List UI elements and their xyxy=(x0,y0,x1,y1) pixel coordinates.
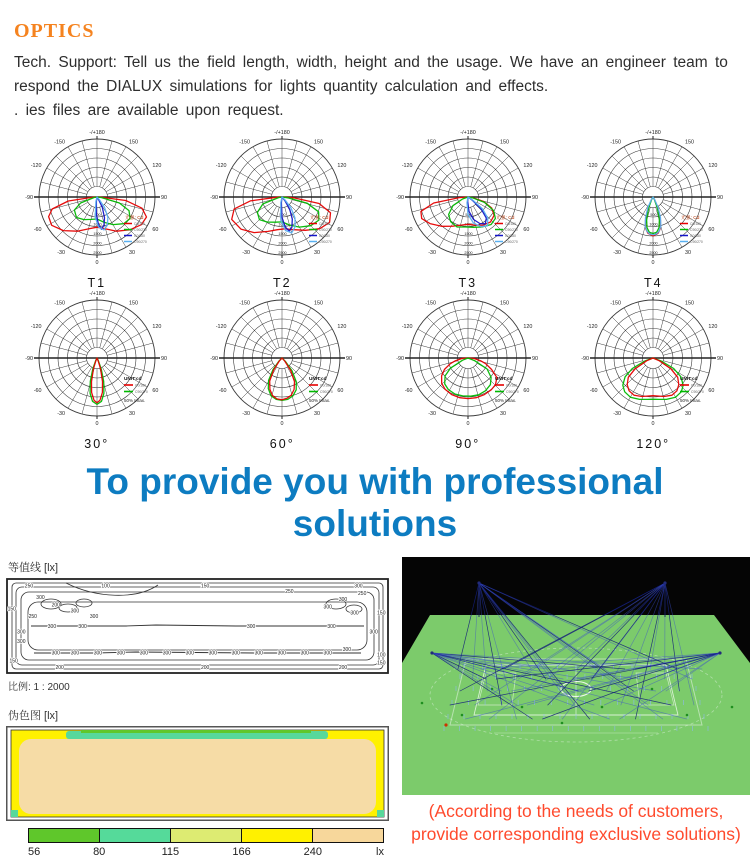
colorbar-label-56: 56 xyxy=(28,846,40,858)
svg-text:-150: -150 xyxy=(54,300,65,306)
svg-text:C0/180: C0/180 xyxy=(320,383,331,387)
colorbar-segment xyxy=(171,829,242,842)
polar-chart-60 xyxy=(190,290,376,451)
svg-text:-/+180: -/+180 xyxy=(646,130,661,136)
svg-text:-150: -150 xyxy=(54,139,65,145)
svg-text:60: 60 xyxy=(523,388,529,394)
svg-text:-30: -30 xyxy=(57,411,65,417)
svg-text:C90/270: C90/270 xyxy=(691,390,704,394)
svg-text:0: 0 xyxy=(652,260,655,266)
colorbar-label-lx: lx xyxy=(376,846,384,858)
polar-chart-t1-canvas xyxy=(4,129,190,279)
colorbar-label-166: 166 xyxy=(232,846,250,858)
colorbar-segment xyxy=(29,829,100,842)
colorbar-label-115: 115 xyxy=(162,846,180,858)
svg-text:120: 120 xyxy=(152,324,161,330)
svg-text:60: 60 xyxy=(523,227,529,233)
svg-text:-150: -150 xyxy=(610,300,621,306)
svg-text:-120: -120 xyxy=(31,163,42,169)
svg-text:2000: 2000 xyxy=(279,242,287,246)
colorbar-label-80: 80 xyxy=(93,846,105,858)
svg-text:300: 300 xyxy=(354,583,363,589)
chart-row-2 xyxy=(0,290,750,451)
colorbar-segments xyxy=(28,828,384,843)
svg-text:2500: 2500 xyxy=(650,251,658,255)
svg-text:300: 300 xyxy=(17,630,26,636)
falsecolor-title: 伪色图 [lx] xyxy=(8,707,396,723)
svg-text:60: 60 xyxy=(709,388,715,394)
colorbar-segment xyxy=(313,829,383,842)
svg-text:200: 200 xyxy=(201,665,210,671)
svg-text:100: 100 xyxy=(101,583,110,589)
svg-text:120: 120 xyxy=(338,163,347,169)
polar-chart-t2 xyxy=(190,129,376,290)
svg-text:1000: 1000 xyxy=(93,223,101,227)
svg-text:2500: 2500 xyxy=(279,251,287,255)
svg-text:120: 120 xyxy=(709,163,718,169)
svg-text:-120: -120 xyxy=(587,163,598,169)
svg-text:-150: -150 xyxy=(239,300,250,306)
svg-text:C0/180: C0/180 xyxy=(690,222,701,226)
svg-text:-/+180: -/+180 xyxy=(275,130,290,136)
svg-text:300: 300 xyxy=(370,630,379,636)
svg-text:60: 60 xyxy=(152,227,158,233)
svg-text:UNIT:cd: UNIT:cd xyxy=(495,376,513,381)
illuminance-colorbar xyxy=(28,828,384,862)
svg-text:150: 150 xyxy=(685,300,694,306)
svg-text:C90/270: C90/270 xyxy=(505,240,518,244)
colorbar-segment xyxy=(100,829,171,842)
svg-text:光强: Cd: 光强: Cd xyxy=(496,214,515,221)
intro-paragraph xyxy=(14,51,736,123)
svg-text:-120: -120 xyxy=(216,324,227,330)
svg-text:UNIT:cd: UNIT:cd xyxy=(680,376,698,381)
svg-text:-150: -150 xyxy=(425,300,436,306)
svg-text:300: 300 xyxy=(350,610,359,616)
svg-text:250: 250 xyxy=(285,589,294,595)
svg-text:90: 90 xyxy=(532,195,538,201)
svg-text:C90/270: C90/270 xyxy=(319,228,332,232)
svg-text:150: 150 xyxy=(9,658,18,664)
svg-text:2000: 2000 xyxy=(93,242,101,246)
svg-text:90: 90 xyxy=(532,356,538,362)
svg-text:60: 60 xyxy=(338,227,344,233)
svg-text:150: 150 xyxy=(377,610,386,616)
svg-text:C0/180: C0/180 xyxy=(134,222,145,226)
svg-text:1500: 1500 xyxy=(464,232,472,236)
svg-text:300: 300 xyxy=(247,624,256,630)
chart-label-120: 120° xyxy=(561,437,747,451)
svg-text:300: 300 xyxy=(140,651,149,657)
svg-text:C90/270: C90/270 xyxy=(134,240,147,244)
svg-text:-120: -120 xyxy=(31,324,42,330)
svg-text:500: 500 xyxy=(465,213,471,217)
svg-text:250: 250 xyxy=(25,583,34,589)
svg-text:C0/180: C0/180 xyxy=(691,383,702,387)
svg-text:300: 300 xyxy=(324,651,333,657)
chart-label-t4: T4 xyxy=(561,276,747,290)
isolux-diagram xyxy=(6,578,396,674)
svg-text:0: 0 xyxy=(95,421,98,427)
svg-text:200: 200 xyxy=(52,603,61,609)
chart-label-30: 30° xyxy=(4,437,190,451)
svg-text:30: 30 xyxy=(685,250,691,256)
svg-text:120: 120 xyxy=(338,324,347,330)
svg-text:90: 90 xyxy=(346,195,352,201)
svg-text:300: 300 xyxy=(301,651,310,657)
svg-text:90: 90 xyxy=(717,195,723,201)
solutions-heading: To provide you with professional solutions xyxy=(0,461,750,545)
svg-text:300: 300 xyxy=(324,605,333,611)
svg-text:90: 90 xyxy=(161,195,167,201)
svg-text:300: 300 xyxy=(278,651,287,657)
svg-text:300: 300 xyxy=(94,651,103,657)
intro-line-1: Tech. Support: Tell us the field length, width, height and the usage. We have an engineer team to xyxy=(14,51,736,75)
dialux-3d-render xyxy=(402,557,750,795)
svg-text:30: 30 xyxy=(685,411,691,417)
svg-text:500: 500 xyxy=(280,213,286,217)
svg-text:300: 300 xyxy=(90,614,99,620)
intro-line-3: . ies files are available upon request. xyxy=(14,99,736,123)
section-header xyxy=(0,0,750,43)
svg-text:UNIT:cd: UNIT:cd xyxy=(124,376,142,381)
svg-text:300: 300 xyxy=(17,639,26,645)
svg-text:60: 60 xyxy=(152,388,158,394)
svg-text:C90/270: C90/270 xyxy=(135,390,148,394)
svg-text:1500: 1500 xyxy=(279,232,287,236)
svg-text:0: 0 xyxy=(652,421,655,427)
svg-text:-60: -60 xyxy=(34,388,42,394)
svg-text:120: 120 xyxy=(152,163,161,169)
svg-text:300: 300 xyxy=(71,651,80,657)
polar-chart-t3-canvas xyxy=(375,129,561,279)
svg-text:200: 200 xyxy=(339,665,348,671)
falsecolor-map xyxy=(6,726,396,821)
svg-text:500: 500 xyxy=(651,213,657,217)
svg-text:120: 120 xyxy=(523,163,532,169)
polar-chart-120 xyxy=(561,290,747,451)
svg-text:300: 300 xyxy=(255,651,264,657)
svg-text:30: 30 xyxy=(314,250,320,256)
svg-text:2000: 2000 xyxy=(650,242,658,246)
svg-text:C0/180: C0/180 xyxy=(506,383,517,387)
svg-text:-60: -60 xyxy=(590,227,598,233)
svg-text:30: 30 xyxy=(500,250,506,256)
svg-text:C90/270: C90/270 xyxy=(506,390,519,394)
polar-chart-t4 xyxy=(561,129,747,290)
isolux-title: 等值线 [lx] xyxy=(8,559,396,575)
svg-text:150: 150 xyxy=(685,139,694,145)
svg-text:光强: Cd: 光强: Cd xyxy=(681,214,700,221)
chart-row-1 xyxy=(0,129,750,290)
svg-text:-30: -30 xyxy=(57,250,65,256)
svg-text:0: 0 xyxy=(281,421,284,427)
polar-chart-t3 xyxy=(375,129,561,290)
svg-text:0: 0 xyxy=(466,421,469,427)
svg-text:90: 90 xyxy=(161,356,167,362)
svg-text:2000: 2000 xyxy=(464,242,472,246)
svg-text:0: 0 xyxy=(95,260,98,266)
svg-text:1500: 1500 xyxy=(650,232,658,236)
svg-text:-/+180: -/+180 xyxy=(460,291,475,297)
svg-text:-/+180: -/+180 xyxy=(460,130,475,136)
svg-text:C0/180: C0/180 xyxy=(505,234,516,238)
svg-text:-90: -90 xyxy=(25,195,33,201)
svg-text:-150: -150 xyxy=(610,139,621,145)
intro-line-2: respond the DIALUX simulations for lights quantity calculation and effects. xyxy=(14,75,736,99)
dialux-results-column xyxy=(6,557,396,862)
chart-label-t3: T3 xyxy=(375,276,561,290)
svg-text:UNIT:cd: UNIT:cd xyxy=(309,376,327,381)
svg-text:100: 100 xyxy=(377,653,386,659)
polar-chart-90-canvas xyxy=(375,290,561,440)
svg-text:250: 250 xyxy=(358,591,367,597)
svg-text:C90/270: C90/270 xyxy=(690,228,703,232)
polar-chart-90 xyxy=(375,290,561,451)
svg-text:120: 120 xyxy=(709,324,718,330)
svg-text:-/+180: -/+180 xyxy=(89,291,104,297)
svg-text:C90/270: C90/270 xyxy=(320,390,333,394)
svg-text:50% Imax.: 50% Imax. xyxy=(309,398,330,403)
svg-text:150: 150 xyxy=(314,300,323,306)
polar-chart-t2-canvas xyxy=(190,129,376,279)
svg-text:-90: -90 xyxy=(25,356,33,362)
svg-text:-120: -120 xyxy=(587,324,598,330)
svg-text:-90: -90 xyxy=(581,195,589,201)
svg-text:C90/270: C90/270 xyxy=(505,228,518,232)
caption-line-2: provide corresponding exclusive solutions) xyxy=(402,823,750,846)
svg-text:300: 300 xyxy=(36,595,45,601)
svg-text:1000: 1000 xyxy=(464,223,472,227)
svg-text:-30: -30 xyxy=(613,250,621,256)
svg-text:C90/270: C90/270 xyxy=(319,240,332,244)
svg-text:-/+180: -/+180 xyxy=(275,291,290,297)
svg-text:C90/270: C90/270 xyxy=(134,228,147,232)
simulation-column xyxy=(402,557,750,862)
polar-chart-t1 xyxy=(4,129,190,290)
svg-text:150: 150 xyxy=(129,139,138,145)
svg-text:-150: -150 xyxy=(425,139,436,145)
svg-text:-90: -90 xyxy=(396,356,404,362)
svg-text:30: 30 xyxy=(500,411,506,417)
svg-text:-60: -60 xyxy=(219,388,227,394)
svg-text:0: 0 xyxy=(466,260,469,266)
svg-text:-120: -120 xyxy=(402,163,413,169)
svg-text:C0/180: C0/180 xyxy=(505,222,516,226)
svg-text:-30: -30 xyxy=(428,411,436,417)
svg-text:-60: -60 xyxy=(34,227,42,233)
svg-text:-90: -90 xyxy=(210,195,218,201)
svg-text:1000: 1000 xyxy=(279,223,287,227)
svg-text:C0/180: C0/180 xyxy=(319,234,330,238)
chart-label-t1: T1 xyxy=(4,276,190,290)
svg-text:300: 300 xyxy=(327,624,336,630)
svg-text:300: 300 xyxy=(48,624,57,630)
svg-text:150: 150 xyxy=(129,300,138,306)
svg-text:-60: -60 xyxy=(405,227,413,233)
svg-text:60: 60 xyxy=(338,388,344,394)
svg-text:2500: 2500 xyxy=(464,251,472,255)
svg-text:0: 0 xyxy=(281,260,284,266)
svg-text:-30: -30 xyxy=(613,411,621,417)
svg-text:150: 150 xyxy=(8,607,17,613)
chart-label-t2: T2 xyxy=(190,276,376,290)
svg-text:-30: -30 xyxy=(242,411,250,417)
chart-label-60: 60° xyxy=(190,437,376,451)
optics-title: OPTICS xyxy=(14,20,94,42)
svg-text:-150: -150 xyxy=(239,139,250,145)
svg-text:250: 250 xyxy=(29,614,38,620)
svg-text:-30: -30 xyxy=(242,250,250,256)
svg-text:150: 150 xyxy=(500,139,509,145)
svg-text:-60: -60 xyxy=(219,227,227,233)
svg-text:50% Imax.: 50% Imax. xyxy=(495,398,516,403)
polar-chart-t4-canvas xyxy=(561,129,747,279)
svg-text:150: 150 xyxy=(314,139,323,145)
simulation-caption xyxy=(402,800,750,846)
svg-text:C90/270: C90/270 xyxy=(690,240,703,244)
svg-text:-/+180: -/+180 xyxy=(89,130,104,136)
colorbar-label-240: 240 xyxy=(304,846,322,858)
svg-text:500: 500 xyxy=(94,213,100,217)
svg-text:200: 200 xyxy=(55,665,64,671)
svg-text:光强: Cd: 光强: Cd xyxy=(310,214,329,221)
svg-text:C0/180: C0/180 xyxy=(319,222,330,226)
svg-text:150: 150 xyxy=(500,300,509,306)
svg-text:-120: -120 xyxy=(216,163,227,169)
svg-text:-30: -30 xyxy=(428,250,436,256)
svg-text:150: 150 xyxy=(201,583,210,589)
svg-text:50% Imax.: 50% Imax. xyxy=(680,398,701,403)
svg-text:30: 30 xyxy=(129,411,135,417)
svg-text:60: 60 xyxy=(709,227,715,233)
svg-text:30: 30 xyxy=(314,411,320,417)
svg-text:300: 300 xyxy=(232,651,241,657)
svg-text:300: 300 xyxy=(209,651,218,657)
svg-text:300: 300 xyxy=(343,647,352,653)
svg-text:C0/180: C0/180 xyxy=(690,234,701,238)
svg-text:-90: -90 xyxy=(210,356,218,362)
colorbar-labels xyxy=(28,846,384,862)
svg-text:1000: 1000 xyxy=(650,223,658,227)
svg-text:300: 300 xyxy=(52,651,61,657)
bottom-section xyxy=(0,557,750,862)
polar-chart-30 xyxy=(4,290,190,451)
caption-line-1: (According to the needs of customers, xyxy=(402,800,750,823)
svg-text:300: 300 xyxy=(186,651,195,657)
svg-text:2500: 2500 xyxy=(93,251,101,255)
svg-text:-120: -120 xyxy=(402,324,413,330)
polar-chart-30-canvas xyxy=(4,290,190,440)
svg-text:300: 300 xyxy=(117,651,126,657)
svg-text:300: 300 xyxy=(71,608,80,614)
svg-text:300: 300 xyxy=(339,597,348,603)
svg-text:90: 90 xyxy=(717,356,723,362)
polar-chart-60-canvas xyxy=(190,290,376,440)
svg-text:300: 300 xyxy=(163,651,172,657)
svg-text:90: 90 xyxy=(346,356,352,362)
photometric-charts xyxy=(0,129,750,451)
svg-text:C0/180: C0/180 xyxy=(135,383,146,387)
svg-text:光强: Cd: 光强: Cd xyxy=(125,214,144,221)
svg-text:-60: -60 xyxy=(405,388,413,394)
svg-text:-90: -90 xyxy=(581,356,589,362)
svg-text:-/+180: -/+180 xyxy=(646,291,661,297)
svg-text:-90: -90 xyxy=(396,195,404,201)
isolux-scale-label: 比例: 1 : 2000 xyxy=(8,678,396,693)
svg-text:1500: 1500 xyxy=(93,232,101,236)
colorbar-segment xyxy=(242,829,313,842)
svg-text:C0/180: C0/180 xyxy=(134,234,145,238)
svg-text:300: 300 xyxy=(78,624,87,630)
svg-text:-60: -60 xyxy=(590,388,598,394)
polar-chart-120-canvas xyxy=(561,290,747,440)
chart-label-90: 90° xyxy=(375,437,561,451)
svg-text:50% Imax.: 50% Imax. xyxy=(124,398,145,403)
svg-text:30: 30 xyxy=(129,250,135,256)
svg-text:150: 150 xyxy=(377,660,386,666)
svg-text:120: 120 xyxy=(523,324,532,330)
